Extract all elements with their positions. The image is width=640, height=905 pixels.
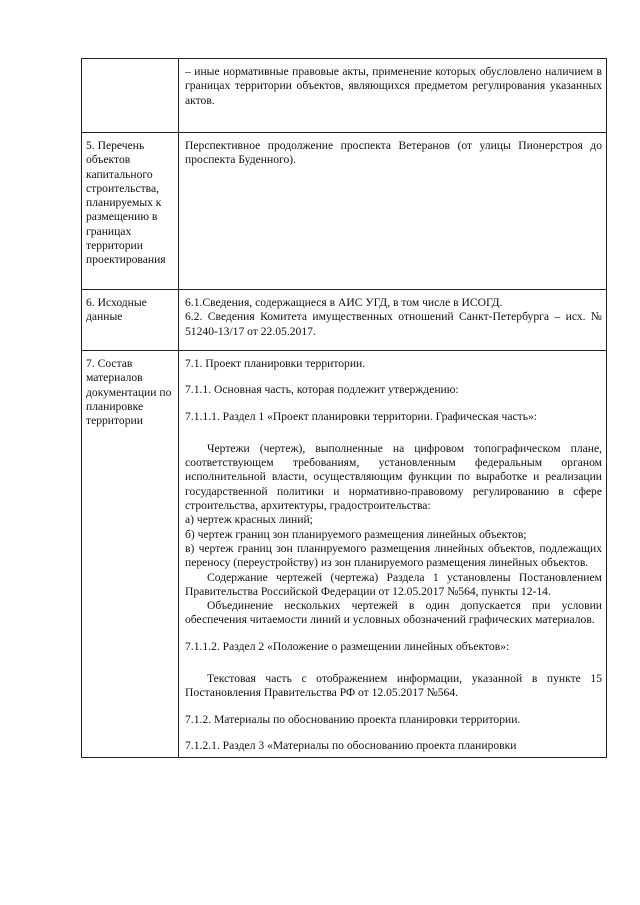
paragraph: Содержание чертежей (чертежа) Раздела 1 установлены Постановлением Правительства Российской Федерации от 12.05.2017 №564, пункты 12-14.: [185, 570, 602, 598]
row-content-cell: [179, 351, 607, 758]
section-heading: 7.1.1. Основная часть, которая подлежит утверждению:: [185, 383, 459, 397]
section-heading: 7.1. Проект планировки территории.: [185, 357, 366, 370]
paragraph: Текстовая часть с отображением информации, указанной в пункте 15 Постановления Правительства РФ от 12.05.2017 №564.: [185, 672, 602, 700]
row-label: 7. Состав материалов документации по планировке территории: [86, 357, 172, 428]
row-content-cell: [179, 290, 607, 351]
section-heading: 7.1.1.2. Раздел 2 «Положение о размещении линейных объектов»:: [185, 639, 510, 653]
row-label-cell: [82, 351, 179, 758]
row-label-cell: [82, 290, 179, 351]
section-heading: 7.1.2.1. Раздел 3 «Материалы по обоснованию проекта планировки: [185, 738, 517, 752]
objects-list-text: Перспективное продолжение проспекта Ветеранов (от улицы Пионерстроя до проспекта Буденного).: [185, 139, 602, 167]
table-row: [82, 59, 607, 133]
source-data-item: 6.1.Сведения, содержащиеся в АИС УГД, в том числе в ИСОГД.: [185, 296, 503, 309]
section-heading: 7.1.2. Материалы по обоснованию проекта планировки территории.: [185, 712, 521, 726]
row-content-cell: [179, 59, 607, 133]
list-item: б) чертеж границ зон планируемого размещения линейных объектов;: [185, 527, 527, 541]
row-label: 5. Перечень объектов капитального строительства, планируемых к размещению в границах территории проектирования: [86, 139, 166, 267]
list-item: в) чертеж границ зон планируемого размещения линейных объектов, подлежащих переносу (переустройству) из зон планируемого размещения линейных объектов.: [185, 541, 602, 570]
row-label: 6. Исходные данные: [86, 296, 147, 324]
source-data-item: 6.2. Сведения Комитета имущественных отношений Санкт-Петербурга – исх. № 51240-13/17 от 22.05.2017.: [185, 310, 602, 338]
other-normative-acts-text: – иные нормативные правовые акты, применение которых обусловлено наличием в границах территории объектов, являющихся предметом регулирования указанных актов.: [185, 65, 602, 107]
section-heading: 7.1.1.1. Раздел 1 «Проект планировки территории. Графическая часть»:: [185, 409, 538, 423]
row-label-cell: [82, 133, 179, 290]
row-label-cell: [82, 59, 179, 133]
table-row: [82, 133, 607, 290]
table-row: [82, 351, 607, 758]
paragraph: Чертежи (чертеж), выполненные на цифровом топографическом плане, соответствующем требованиям, установленным федеральным органом исполнительной власти, осуществляющим функции по выработке и реализации государственной политики и нормативно-правовому регулированию в сфере строительства, архитектуры, градостроительства:: [185, 441, 602, 513]
row-content-cell: [179, 133, 607, 290]
table-row: [82, 290, 607, 351]
paragraph: Объединение нескольких чертежей в один допускается при условии обеспечения читаемости линий и условных обозначений графических материалов.: [185, 599, 602, 627]
list-item: а) чертеж красных линий;: [185, 513, 313, 527]
row-label: [82, 59, 178, 69]
requirements-table: [81, 58, 607, 758]
